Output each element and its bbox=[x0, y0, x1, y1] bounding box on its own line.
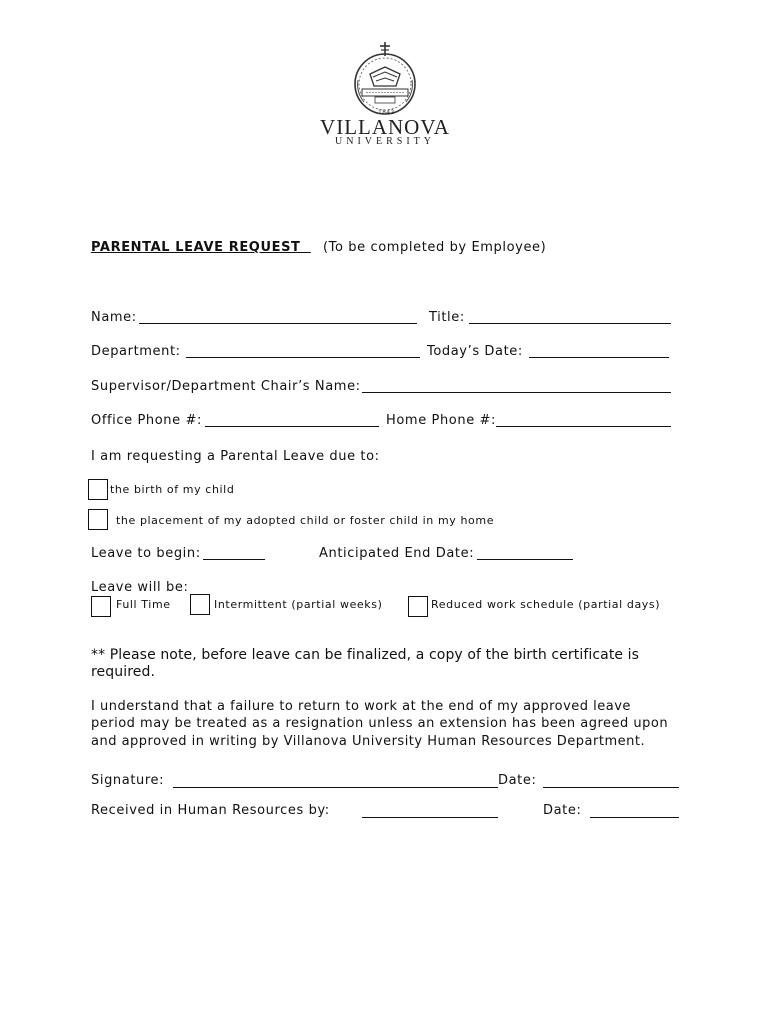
received-label: Received in Human Resources by: bbox=[91, 803, 330, 818]
placement-checkbox[interactable] bbox=[88, 509, 108, 530]
full-time-checkbox[interactable] bbox=[91, 596, 111, 617]
home-phone-field[interactable] bbox=[496, 414, 671, 427]
reduced-schedule-checkbox[interactable] bbox=[408, 596, 428, 617]
university-subname: UNIVERSITY bbox=[335, 136, 435, 147]
request-intro: I am requesting a Parental Leave due to: bbox=[91, 449, 380, 464]
anticipated-end-field[interactable] bbox=[477, 547, 573, 560]
todays-date-field[interactable] bbox=[529, 345, 669, 358]
acknowledgement-line2: period may be treated as a resignation unless an extension has been agreed upon bbox=[91, 716, 669, 731]
leave-begin-field[interactable] bbox=[203, 547, 265, 560]
form-title: PARENTAL LEAVE REQUEST bbox=[91, 240, 301, 255]
received-date-label: Date: bbox=[543, 803, 582, 818]
supervisor-field[interactable] bbox=[362, 380, 671, 393]
seal-icon bbox=[340, 40, 430, 120]
reason-birth-label: the birth of my child bbox=[110, 483, 235, 496]
title-field[interactable] bbox=[469, 311, 671, 324]
birth-certificate-note-line2: required. bbox=[91, 664, 156, 680]
title-label: Title: bbox=[429, 310, 465, 325]
signature-date-label: Date: bbox=[498, 773, 537, 788]
department-label: Department: bbox=[91, 344, 181, 359]
university-name: VILLANOVA bbox=[320, 115, 450, 139]
intermittent-label: Intermittent (partial weeks) bbox=[214, 598, 383, 611]
reduced-schedule-label: Reduced work schedule (partial days) bbox=[431, 598, 661, 611]
leave-will-be-label: Leave will be: bbox=[91, 580, 189, 595]
full-time-label: Full Time bbox=[116, 598, 171, 611]
office-phone-field[interactable] bbox=[205, 414, 379, 427]
department-field[interactable] bbox=[186, 345, 420, 358]
todays-date-label: Today’s Date: bbox=[427, 344, 523, 359]
reason-placement-label: the placement of my adopted child or foster child in my home bbox=[116, 514, 495, 527]
anticipated-end-label: Anticipated End Date: bbox=[319, 546, 475, 561]
intermittent-checkbox[interactable] bbox=[190, 594, 210, 615]
supervisor-label: Supervisor/Department Chair’s Name: bbox=[91, 379, 361, 394]
home-phone-label: Home Phone #: bbox=[386, 413, 496, 428]
received-by-field[interactable] bbox=[362, 805, 498, 818]
leave-begin-label: Leave to begin: bbox=[91, 546, 201, 561]
acknowledgement-line1: I understand that a failure to return to work at the end of my approved leave bbox=[91, 699, 631, 714]
name-label: Name: bbox=[91, 310, 137, 325]
office-phone-label: Office Phone #: bbox=[91, 413, 202, 428]
birth-checkbox[interactable] bbox=[88, 479, 108, 500]
signature-label: Signature: bbox=[91, 773, 165, 788]
name-field[interactable] bbox=[139, 311, 417, 324]
signature-date-field[interactable] bbox=[543, 775, 679, 788]
seal-year: 1842 bbox=[378, 109, 395, 116]
received-date-field[interactable] bbox=[590, 805, 679, 818]
birth-certificate-note-line1: ** Please note, before leave can be finalized, a copy of the birth certificate is bbox=[91, 647, 640, 663]
acknowledgement-line3: and approved in writing by Villanova University Human Resources Department. bbox=[91, 734, 646, 749]
form-subtitle: (To be completed by Employee) bbox=[323, 240, 547, 255]
signature-field[interactable] bbox=[173, 775, 498, 788]
